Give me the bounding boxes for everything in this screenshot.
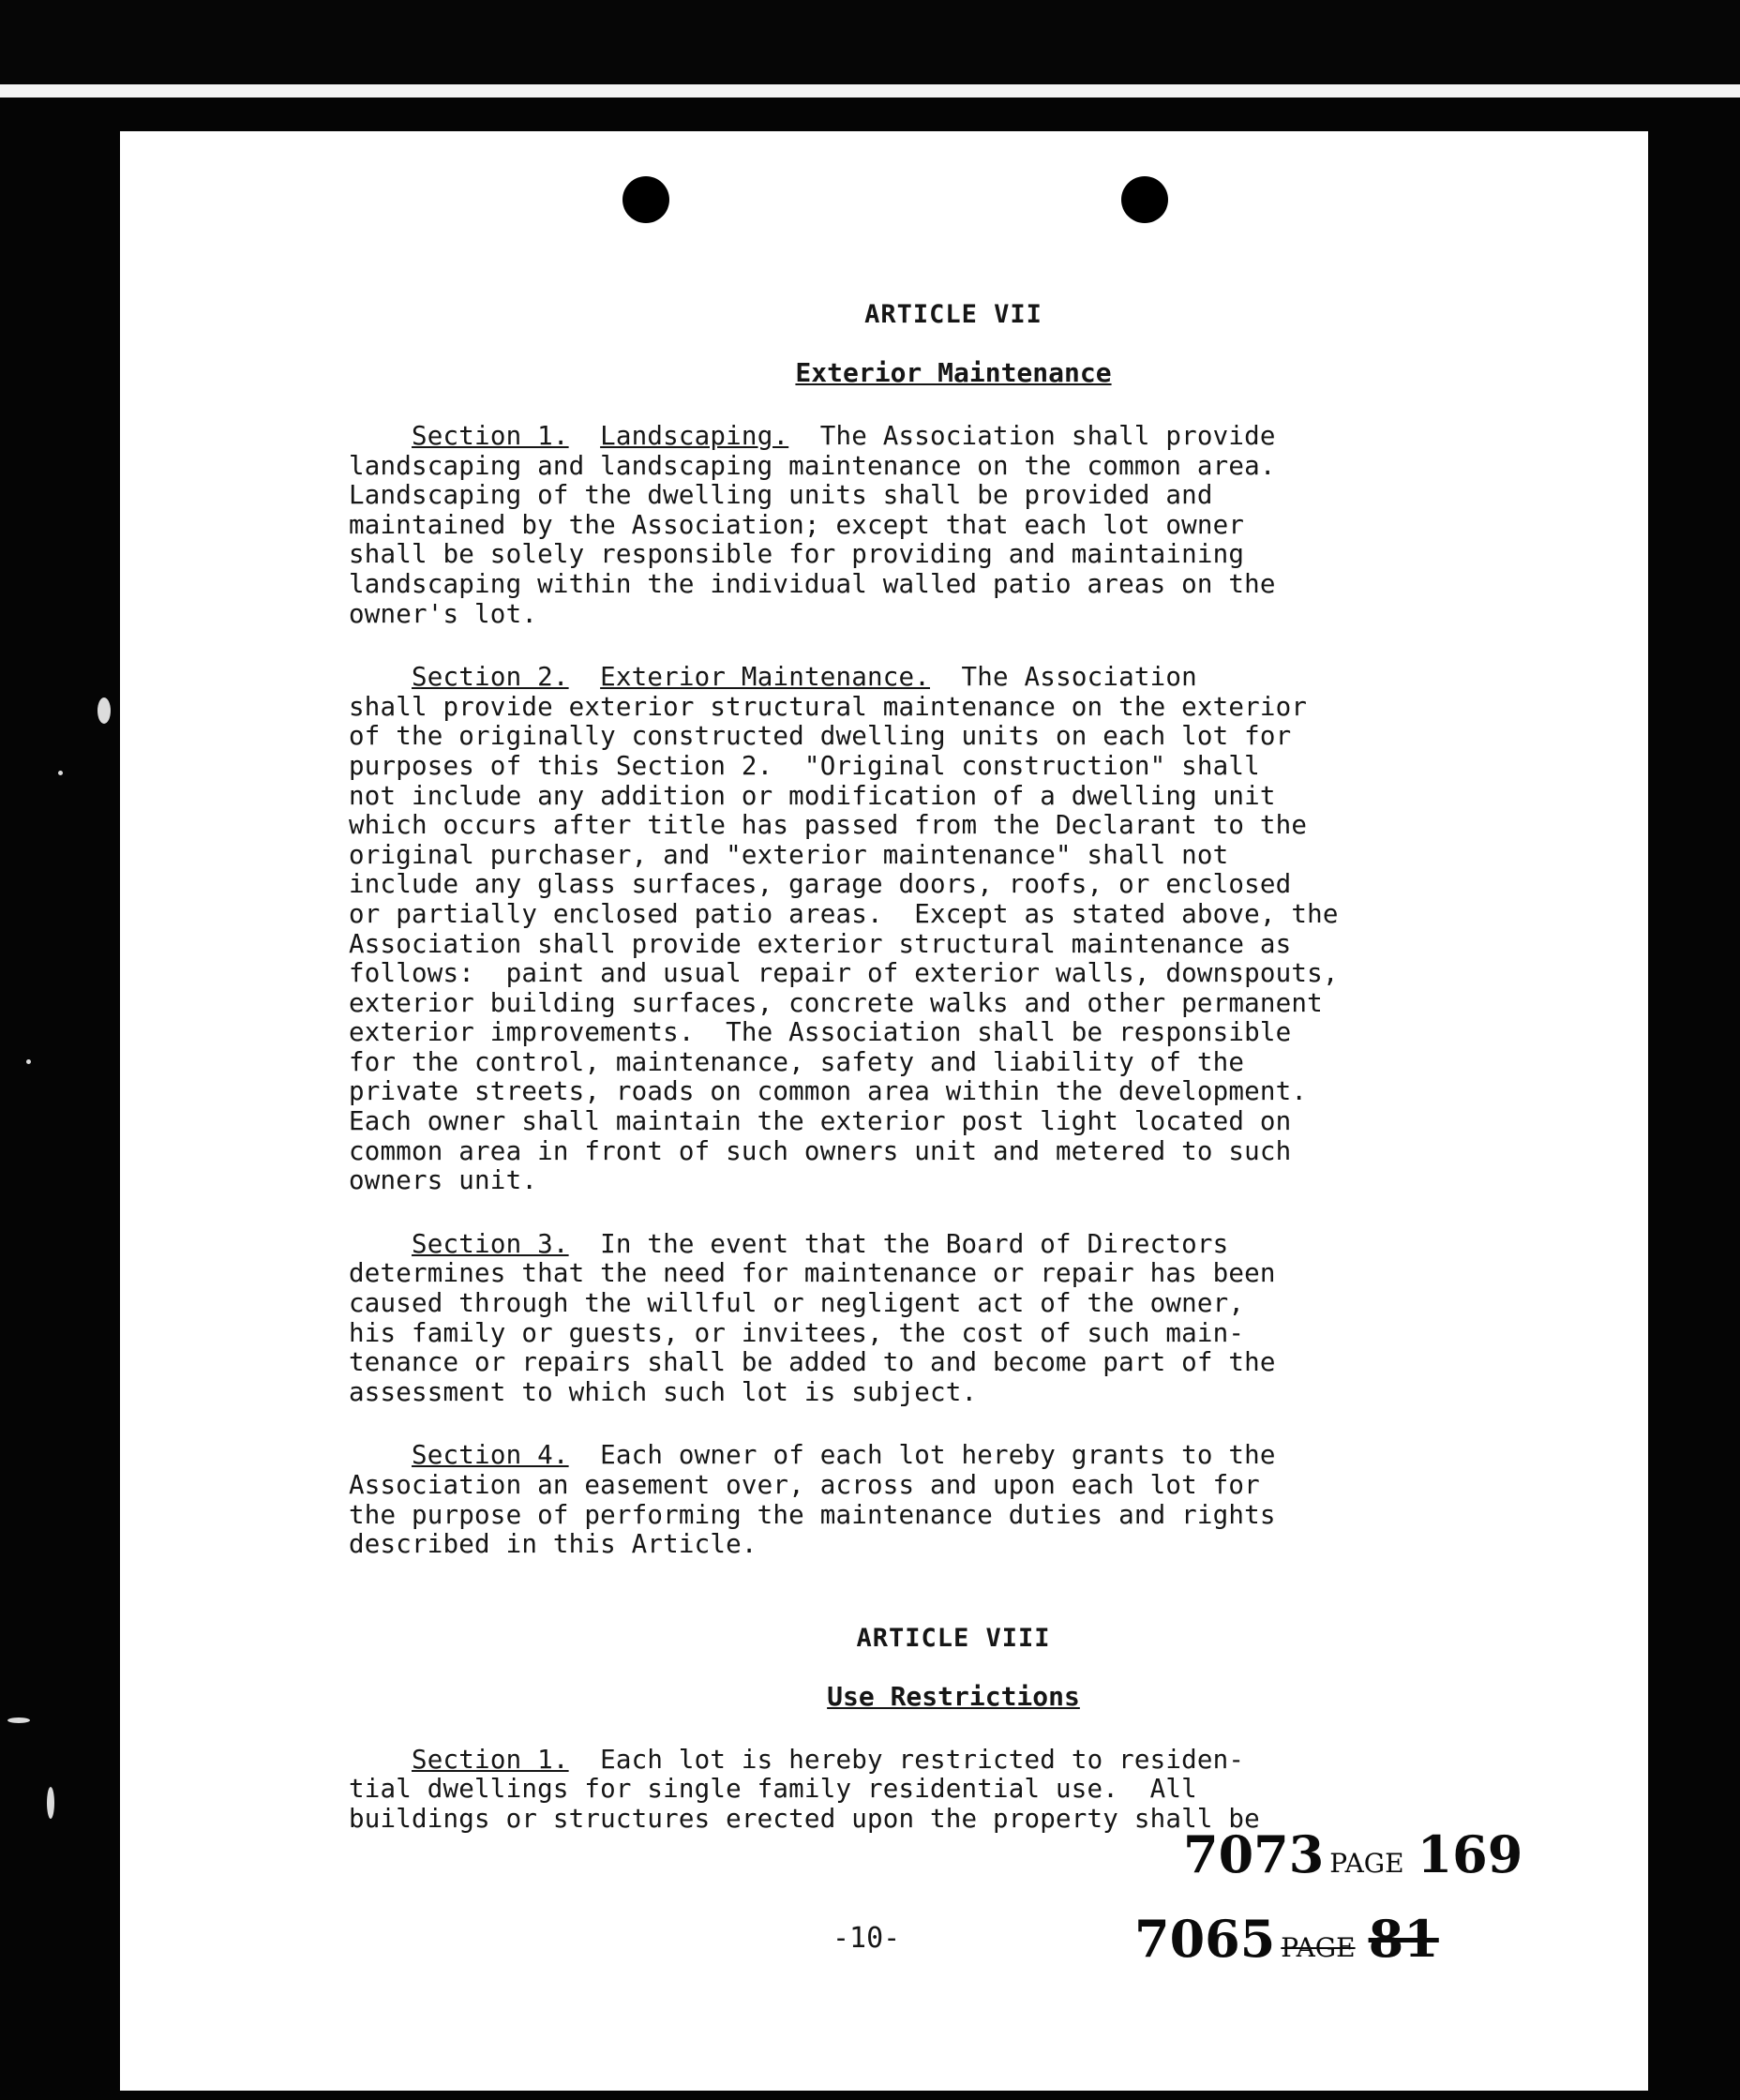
article-vii-heading: ARTICLE VII bbox=[864, 300, 1042, 329]
section-title: Landscaping. bbox=[600, 421, 789, 451]
scan-top-band bbox=[0, 0, 1740, 82]
section-label: Section 1. bbox=[412, 421, 569, 451]
section-label: Section 2. bbox=[412, 662, 569, 693]
page-number: -10- bbox=[832, 1922, 901, 1955]
punch-hole bbox=[1121, 176, 1168, 223]
stamp-page-number: 169 bbox=[1417, 1824, 1523, 1884]
stamp-page-word: PAGE bbox=[1329, 1848, 1404, 1879]
section-label: Section 3. bbox=[412, 1228, 569, 1259]
scan-speck bbox=[98, 698, 111, 724]
recording-stamp-book-7065 bbox=[1134, 1909, 1439, 1969]
scan-speck bbox=[8, 1718, 30, 1723]
document-body bbox=[349, 300, 1558, 1835]
scan-speck bbox=[47, 1787, 54, 1819]
punch-hole bbox=[622, 176, 669, 223]
article-viii-section-1: Section 1. Each lot is hereby restricted to residen- tial dwellings for single family residential use. All buildings or structures erected upon the property shall be bbox=[349, 1744, 1260, 1834]
article-vii-section-2: Section 2. Exterior Maintenance. The Association shall provide exterior structural maintenance on the exterior of the originally constructed dwelling units on each lot for purposes of this Section 2. "Original construction" shall not include any addition or modification of a dwelling unit which occurs after title has passed from the Declarant to the original purchaser, and "exterior maintenance" shall not include any glass surfaces, garage doors, roofs, or enclosed or partially enclosed patio areas. Except as stated above, the Association shall provide exterior structural maintenance as follows: paint and usual repair of exterior walls, downspouts, exterior building surfaces, concrete walks and other permanent exterior improvements. The Association shall be responsible for the control, maintenance, safety and liability of the private streets, roads on common area within the development. Each owner shall maintain the exterior post light located on common area in front of such owners unit and metered to such owners unit. bbox=[349, 662, 1339, 1196]
article-viii-subheading: Use Restrictions bbox=[827, 1680, 1080, 1712]
article-vii-subheading: Exterior Maintenance bbox=[795, 357, 1112, 388]
section-label: Section 4. bbox=[412, 1440, 569, 1471]
article-vii-section-1: Section 1. Landscaping. The Association shall provide landscaping and landscaping maintenance on the common area. Landscaping of the dwelling units shall be provided and maintained by the Association; except that each lot owner shall be solely responsible for providing and maintaining landscaping within the individual walled patio areas on the owner's lot. bbox=[349, 421, 1276, 629]
document-page bbox=[120, 131, 1648, 2091]
stamp-page-word: PAGE bbox=[1281, 1932, 1356, 1963]
scan-speck bbox=[26, 1059, 31, 1064]
section-title: Exterior Maintenance. bbox=[600, 662, 931, 693]
article-vii-section-4: Section 4. Each owner of each lot hereby grants to the Association an easement over, across and upon each lot for the purpose of performing the maintenance duties and rights described in this Article. bbox=[349, 1440, 1276, 1560]
recording-stamp-book-7073 bbox=[1183, 1824, 1522, 1884]
stamp-page-number: 81 bbox=[1368, 1909, 1439, 1969]
article-viii-heading: ARTICLE VIII bbox=[856, 1623, 1051, 1653]
section-label: Section 1. bbox=[412, 1744, 569, 1775]
scan-top-rule bbox=[0, 84, 1740, 98]
stamp-book-number: 7073 bbox=[1183, 1824, 1325, 1884]
stamp-book-number: 7065 bbox=[1134, 1909, 1276, 1969]
scan-speck bbox=[58, 771, 63, 775]
article-vii-section-3: Section 3. In the event that the Board of Directors determines that the need for maintenance or repair has been caused through the willful or negligent act of the owner, his family or guests, or invitees, the cost of such main- tenance or repairs shall be added to and become part of the assessment to which such lot is subject. bbox=[349, 1228, 1276, 1407]
